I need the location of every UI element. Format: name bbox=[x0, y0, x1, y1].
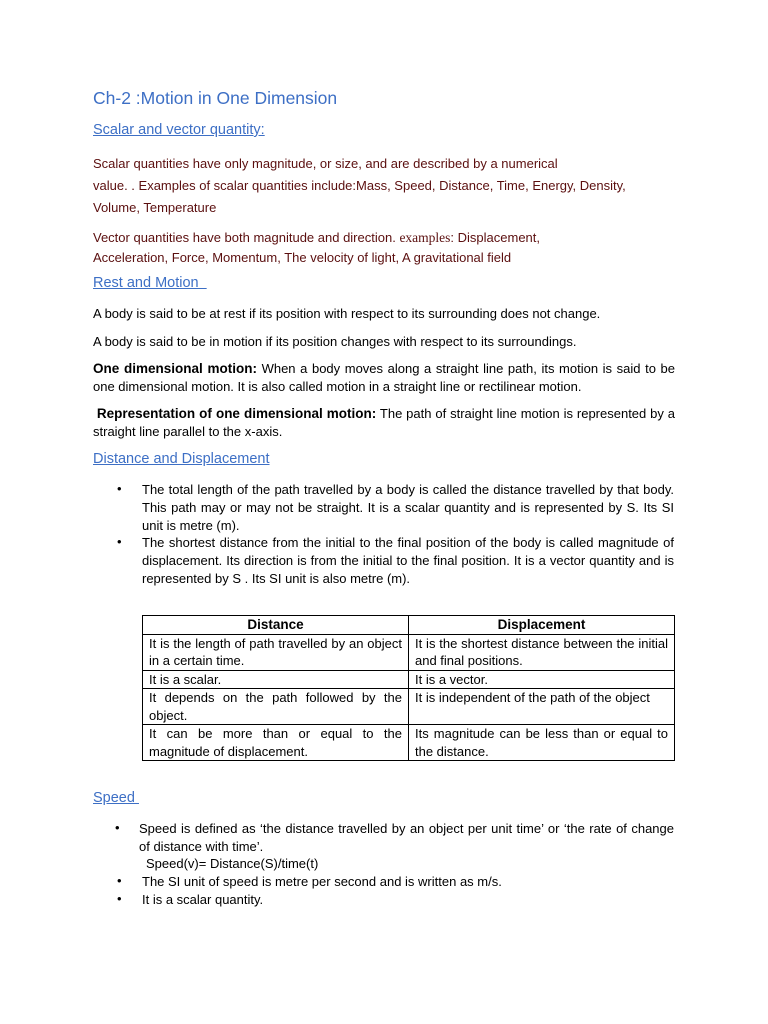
table-header-distance: Distance bbox=[143, 616, 409, 635]
bullet-marker: • bbox=[115, 820, 120, 835]
table-cell: Its magnitude can be less than or equal to the distance. bbox=[409, 725, 675, 761]
rest-definition: A body is said to be at rest if its position with respect to its surrounding does not change. bbox=[93, 306, 601, 321]
speed-definition: Speed is defined as ‘the distance travelled by an object per unit time’ or ‘the rate of change of distance with time’. bbox=[139, 821, 674, 854]
vector-line-1-rest: : Displacement, bbox=[450, 230, 541, 245]
distance-bullet: The total length of the path travelled by a body is called the distance travelled by that body. This path may or may not be straight. It is a scalar quantity and is represented by S. Its SI unit is metre (m). bbox=[142, 482, 674, 533]
table-cell: It is the shortest distance between the initial and final positions. bbox=[409, 634, 675, 670]
bullet-marker: • bbox=[117, 534, 122, 549]
heading-scalar-vector: Scalar and vector quantity: bbox=[93, 122, 265, 138]
one-dim-label: One dimensional motion: bbox=[93, 361, 257, 376]
heading-distance-displacement: Distance and Displacement bbox=[93, 451, 270, 467]
displacement-bullet: The shortest distance from the initial to the final position of the body is called magnitude of displacement. Its direction is from the initial to the final position. It is a vector quantity and is represented by S . Its SI unit is also metre (m). bbox=[142, 535, 674, 586]
representation-label: Representation of one dimensional motion: bbox=[96, 406, 377, 421]
table-cell: It is independent of the path of the object bbox=[409, 689, 675, 725]
page-title: Ch-2 :Motion in One Dimension bbox=[93, 88, 338, 108]
speed-scalar: It is a scalar quantity. bbox=[142, 892, 264, 907]
bullet-marker: • bbox=[117, 891, 122, 906]
one-dim-text: When a body moves along a straight line path, its motion is said to be one dimensional motion. It is also called motion in a straight line or rectilinear motion. bbox=[93, 361, 675, 394]
heading-speed: Speed bbox=[93, 790, 139, 806]
scalar-paragraph bbox=[93, 153, 675, 219]
bullet-marker: • bbox=[117, 873, 122, 888]
table-row bbox=[143, 634, 675, 670]
representation-paragraph bbox=[93, 405, 675, 441]
table-cell: It is a scalar. bbox=[143, 670, 409, 689]
distance-displacement-table bbox=[142, 615, 675, 761]
table-cell: It is a vector. bbox=[409, 670, 675, 689]
bullet-marker: • bbox=[117, 481, 122, 496]
scalar-line-2: value. . Examples of scalar quantities include:Mass, Speed, Distance, Time, Energy, Density, bbox=[93, 178, 626, 193]
vector-start: Vector quantities have both magnitude and direction. bbox=[93, 230, 400, 245]
motion-definition: A body is said to be in motion if its position changes with respect to its surroundings. bbox=[93, 334, 577, 349]
vector-examples-word: examples bbox=[399, 230, 451, 245]
heading-rest-motion: Rest and Motion bbox=[93, 275, 207, 291]
table-row bbox=[143, 725, 675, 761]
table-cell: It is the length of path travelled by an object in a certain time. bbox=[143, 634, 409, 670]
speed-si-unit: The SI unit of speed is metre per second and is written as m/s. bbox=[142, 874, 502, 889]
table-header-row bbox=[143, 616, 675, 635]
table-row bbox=[143, 670, 675, 689]
vector-paragraph bbox=[93, 228, 675, 268]
table-row bbox=[143, 689, 675, 725]
vector-line-1 bbox=[93, 228, 675, 248]
table-cell: It depends on the path followed by the object. bbox=[143, 689, 409, 725]
table-header-displacement: Displacement bbox=[409, 616, 675, 635]
scalar-line-3: Volume, Temperature bbox=[93, 200, 217, 215]
vector-line-2: Acceleration, Force, Momentum, The velocity of light, A gravitational field bbox=[93, 250, 512, 265]
one-dim-paragraph bbox=[93, 360, 675, 396]
scalar-line-1: Scalar quantities have only magnitude, or size, and are described by a numerical bbox=[93, 156, 558, 171]
speed-formula: Speed(v)= Distance(S)/time(t) bbox=[146, 856, 319, 871]
table-cell: It can be more than or equal to the magnitude of displacement. bbox=[143, 725, 409, 761]
representation-text: The path of straight line motion is represented by a straight line parallel to the x-axis. bbox=[93, 406, 675, 439]
